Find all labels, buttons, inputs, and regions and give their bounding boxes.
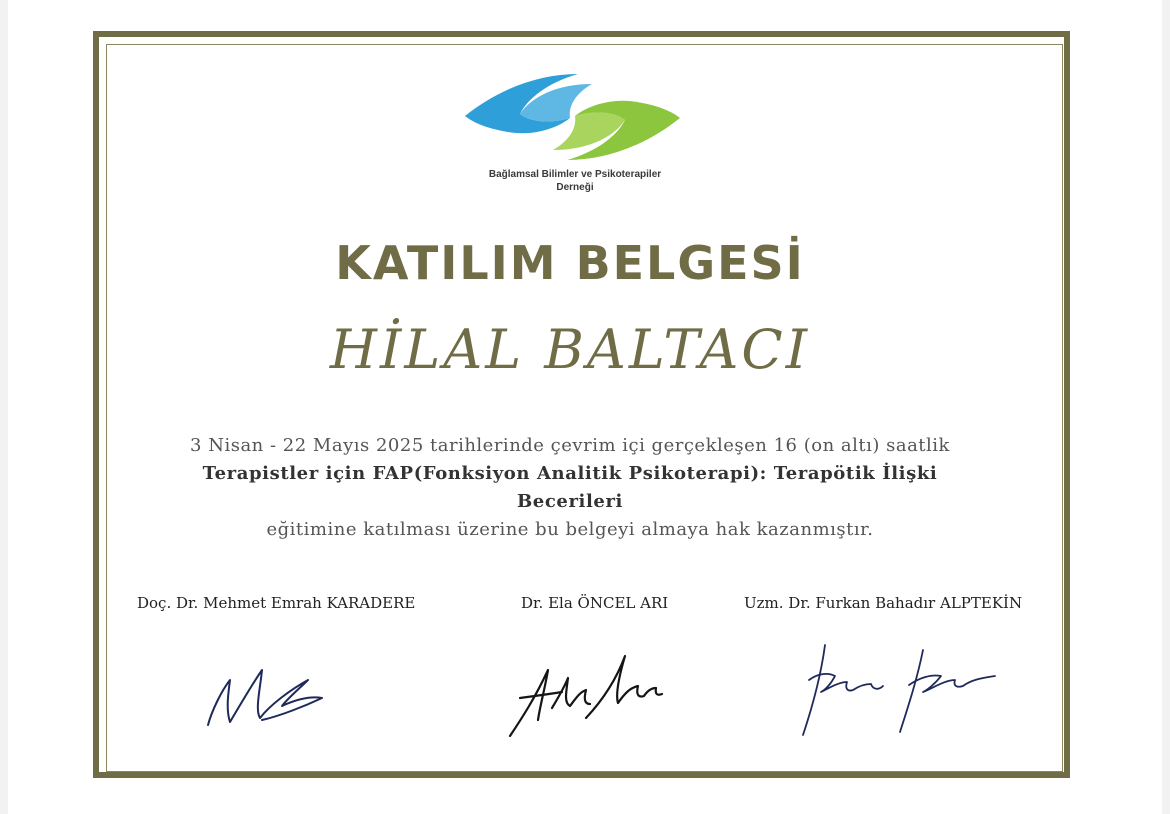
certificate-final-line: eğitimine katılması üzerine bu belgeyi almaya hak kazanmıştır. [266,519,874,540]
certificate-date-line: 3 Nisan - 22 Mayıs 2025 tarihlerinde çevrim içi gerçekleşen 16 (on altı) saatlik [190,435,950,456]
organization-name [440,168,710,194]
signature-3-icon [795,640,1005,740]
signer-name-2: Dr. Ela ÖNCEL ARI [521,594,669,612]
signature-2-icon [500,648,675,740]
signer-name-1: Doç. Dr. Mehmet Emrah KARADERE [137,594,416,612]
course-title-line2: Becerileri [516,491,623,512]
course-title-line1: Terapistler için FAP(Fonksiyon Analitik Psikoterapi): Terapötik İlişki [202,463,938,484]
organization-name-line1: Bağlamsal Bilimler ve Psikoterapiler [488,169,662,180]
signer-name-3: Uzm. Dr. Furkan Bahadır ALPTEKİN [744,594,1023,612]
organization-logo-icon [460,70,685,164]
organization-name-line2: Derneği [556,182,594,193]
certificate-body [150,432,990,544]
signature-1-icon [200,650,330,735]
certificate-title: KATILIM BELGESİ [335,236,805,290]
recipient-name: HİLAL BALTACI [329,318,811,381]
